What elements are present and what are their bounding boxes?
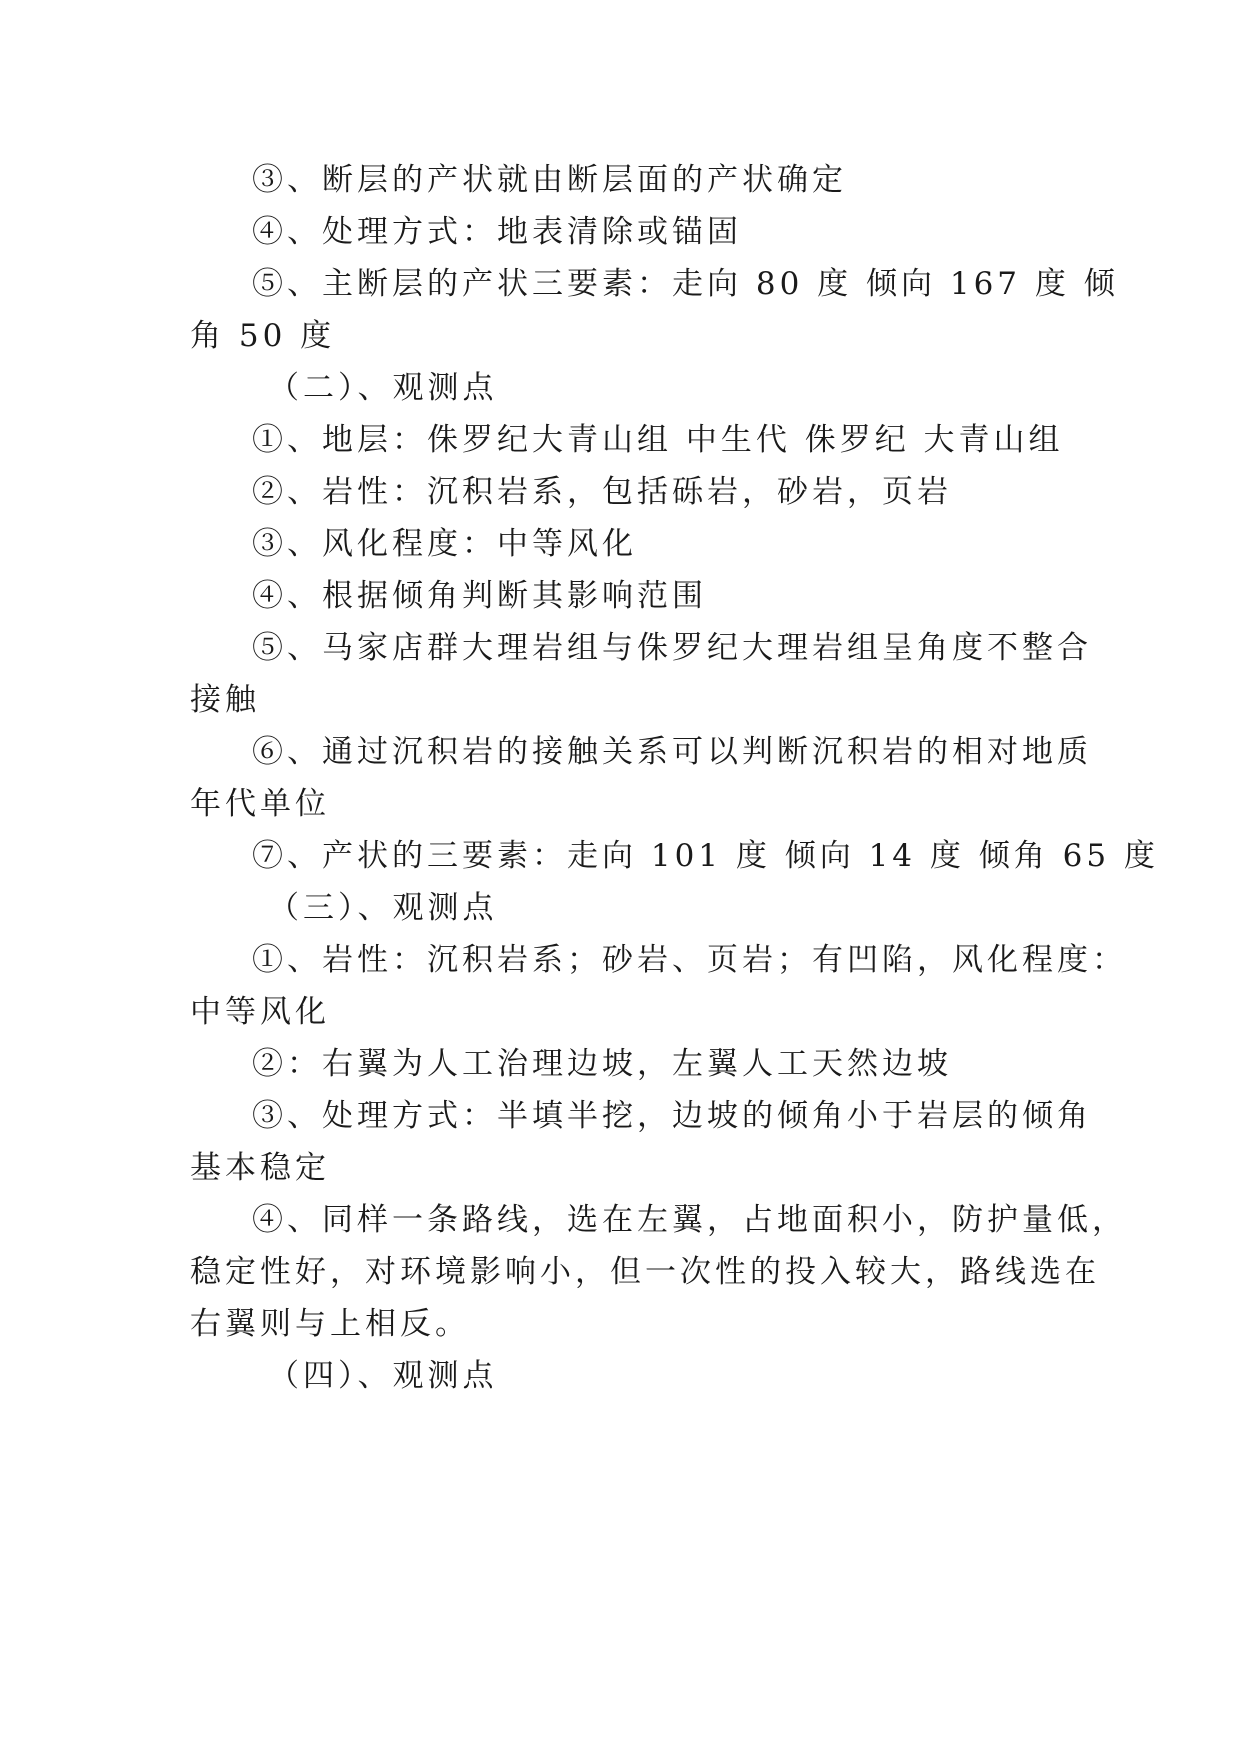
paragraph-line: ①、岩性：沉积岩系；砂岩、页岩；有凹陷，风化程度： <box>252 942 1127 978</box>
paragraph-line: 基本稳定 <box>190 1150 330 1186</box>
paragraph-line: ②：右翼为人工治理边坡，左翼人工天然边坡 <box>252 1046 952 1082</box>
paragraph-line: ⑥、通过沉积岩的接触关系可以判断沉积岩的相对地质 <box>252 734 1092 770</box>
paragraph-line: 角 50 度 <box>190 318 336 354</box>
paragraph-line: ④、处理方式：地表清除或锚固 <box>252 214 742 250</box>
paragraph-line: 年代单位 <box>190 786 330 822</box>
paragraph-line: ③、断层的产状就由断层面的产状确定 <box>252 162 847 198</box>
paragraph-line: ③、处理方式：半填半挖，边坡的倾角小于岩层的倾角 <box>252 1098 1092 1134</box>
paragraph-line: 右翼则与上相反。 <box>190 1306 470 1342</box>
paragraph-line: ⑤、主断层的产状三要素：走向 80 度 倾向 167 度 倾 <box>252 266 1119 302</box>
paragraph-line: ⑦、产状的三要素：走向 101 度 倾向 14 度 倾角 65 度 <box>252 838 1159 874</box>
paragraph-line: 稳定性好，对环境影响小，但一次性的投入较大，路线选在 <box>190 1254 1100 1290</box>
paragraph-line: 中等风化 <box>190 994 330 1030</box>
paragraph-line: ②、岩性：沉积岩系，包括砾岩，砂岩，页岩 <box>252 474 952 510</box>
section-heading: （二）、观测点 <box>268 370 498 406</box>
paragraph-line: 接触 <box>190 682 260 718</box>
paragraph-line: ①、地层：侏罗纪大青山组 中生代 侏罗纪 大青山组 <box>252 422 1064 458</box>
paragraph-line: ④、根据倾角判断其影响范围 <box>252 578 707 614</box>
paragraph-line: ⑤、马家店群大理岩组与侏罗纪大理岩组呈角度不整合 <box>252 630 1092 666</box>
paragraph-line: ③、风化程度：中等风化 <box>252 526 637 562</box>
paragraph-line: ④、同样一条路线，选在左翼，占地面积小，防护量低， <box>252 1202 1127 1238</box>
section-heading: （三）、观测点 <box>268 890 498 926</box>
section-heading: （四）、观测点 <box>268 1358 498 1394</box>
